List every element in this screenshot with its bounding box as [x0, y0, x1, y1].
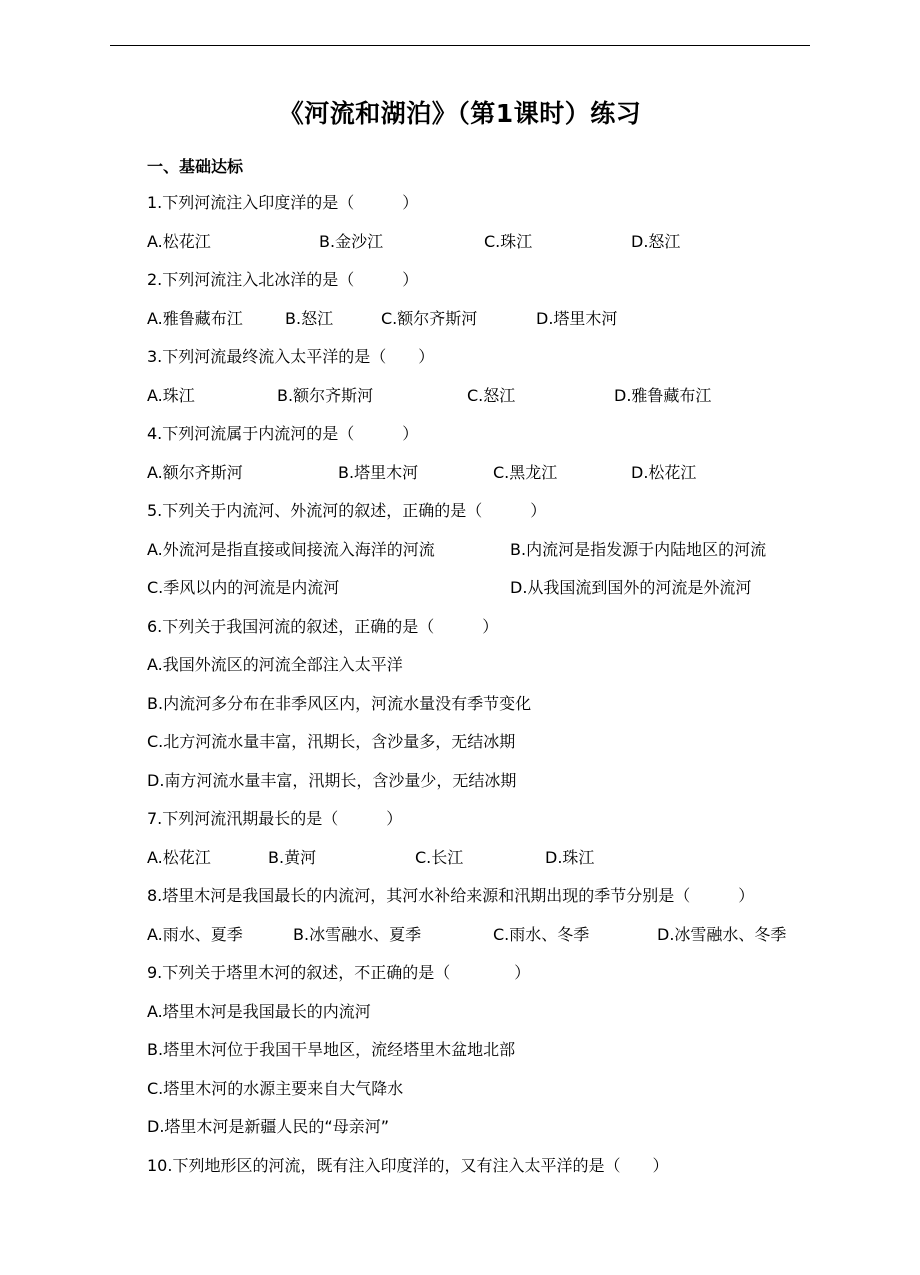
q6-option-a: A.我国外流区的河流全部注入太平洋 — [147, 655, 403, 674]
q6-option-c: C.北方河流水量丰富，汛期长，含沙量多，无结冰期 — [147, 732, 516, 751]
q9-option-b: B.塔里木河位于我国干旱地区，流经塔里木盆地北部 — [147, 1040, 516, 1059]
q5-option-d: D.从我国流到国外的河流是外流河 — [510, 578, 752, 597]
question-stem-1: 1.下列河流注入印度洋的是（ ） — [147, 193, 419, 212]
q3-option-b: B.额尔齐斯河 — [277, 386, 374, 405]
q4-option-d: D.松花江 — [631, 463, 697, 482]
q4-option-b: B.塔里木河 — [338, 463, 419, 482]
q3-option-c: C.怒江 — [467, 386, 516, 405]
q2-option-d: D.塔里木河 — [536, 309, 618, 328]
q2-option-b: B.怒江 — [285, 309, 334, 328]
q8-option-a: A.雨水、夏季 — [147, 925, 243, 944]
page-title: 《河流和湖泊》（第1课时）练习 — [278, 99, 642, 128]
q3-option-a: A.珠江 — [147, 386, 195, 405]
section-heading: 一、基础达标 — [147, 157, 244, 176]
q7-option-a: A.松花江 — [147, 848, 211, 867]
q5-option-a: A.外流河是指直接或间接流入海洋的河流 — [147, 540, 435, 559]
q1-option-a: A.松花江 — [147, 232, 211, 251]
q5-option-b: B.内流河是指发源于内陆地区的河流 — [510, 540, 767, 559]
q8-option-b: B.冰雪融水、夏季 — [293, 925, 422, 944]
question-stem-6: 6.下列关于我国河流的叙述，正确的是（ ） — [147, 617, 499, 636]
question-stem-3: 3.下列河流最终流入太平洋的是（ ） — [147, 347, 435, 366]
q6-option-b: B.内流河多分布在非季风区内，河流水量没有季节变化 — [147, 694, 532, 713]
q7-option-c: C.长江 — [415, 848, 464, 867]
q6-option-d: D.南方河流水量丰富，汛期长，含沙量少，无结冰期 — [147, 771, 517, 790]
q4-option-c: C.黑龙江 — [493, 463, 558, 482]
question-stem-4: 4.下列河流属于内流河的是（ ） — [147, 424, 419, 443]
q2-option-a: A.雅鲁藏布江 — [147, 309, 243, 328]
q7-option-d: D.珠江 — [545, 848, 595, 867]
q9-option-d: D.塔里木河是新疆人民的“母亲河” — [147, 1117, 389, 1136]
q9-option-a: A.塔里木河是我国最长的内流河 — [147, 1002, 371, 1021]
question-stem-7: 7.下列河流汛期最长的是（ ） — [147, 809, 403, 828]
q1-option-b: B.金沙江 — [319, 232, 384, 251]
q8-option-d: D.冰雪融水、冬季 — [657, 925, 787, 944]
q1-option-c: C.珠江 — [484, 232, 533, 251]
q2-option-c: C.额尔齐斯河 — [381, 309, 478, 328]
question-stem-10: 10.下列地形区的河流，既有注入印度洋的，又有注入太平洋的是（ ） — [147, 1156, 669, 1175]
q4-option-a: A.额尔齐斯河 — [147, 463, 243, 482]
q5-option-c: C.季风以内的河流是内流河 — [147, 578, 340, 597]
q3-option-d: D.雅鲁藏布江 — [614, 386, 712, 405]
question-stem-8: 8.塔里木河是我国最长的内流河，其河水补给来源和汛期出现的季节分别是（ ） — [147, 886, 755, 905]
question-stem-9: 9.下列关于塔里木河的叙述，不正确的是（ ） — [147, 963, 531, 982]
q1-option-d: D.怒江 — [631, 232, 681, 251]
question-stem-5: 5.下列关于内流河、外流河的叙述，正确的是（ ） — [147, 501, 547, 520]
q8-option-c: C.雨水、冬季 — [493, 925, 590, 944]
header-rule — [110, 45, 810, 46]
q9-option-c: C.塔里木河的水源主要来自大气降水 — [147, 1079, 404, 1098]
q7-option-b: B.黄河 — [268, 848, 317, 867]
question-stem-2: 2.下列河流注入北冰洋的是（ ） — [147, 270, 419, 289]
